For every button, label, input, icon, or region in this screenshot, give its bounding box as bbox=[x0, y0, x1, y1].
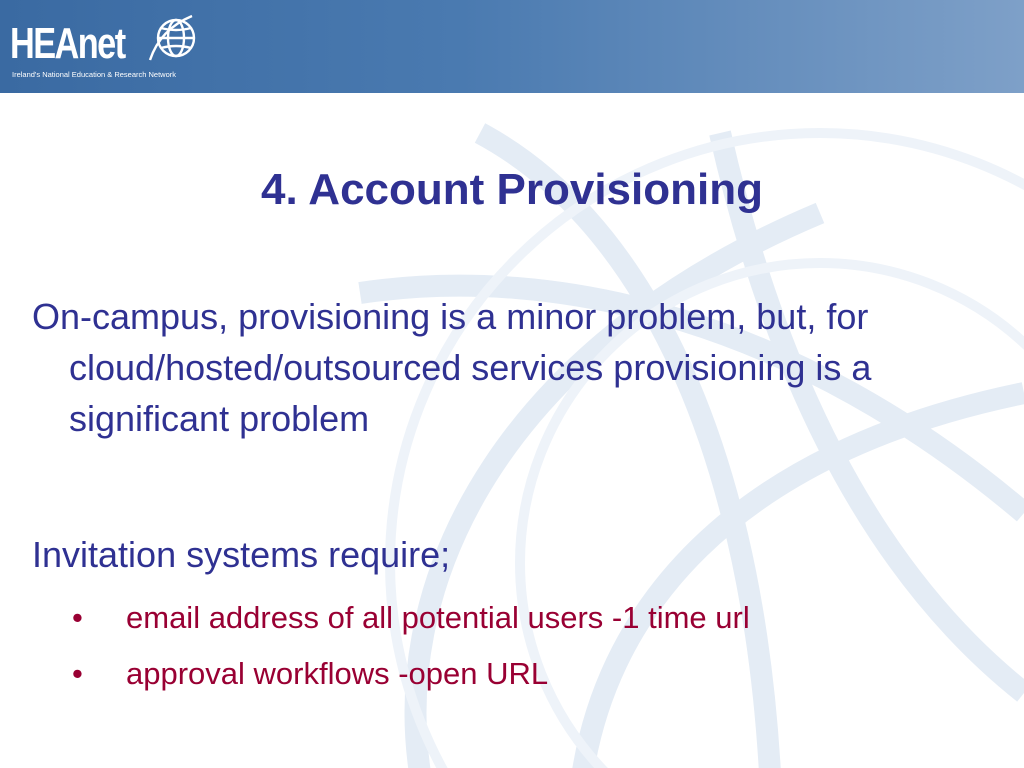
bullet-icon: • bbox=[72, 600, 83, 635]
bullet-item bbox=[72, 652, 548, 696]
paragraph-invitation: Invitation systems require; bbox=[32, 534, 451, 575]
slide-title: 4. Account Provisioning bbox=[261, 165, 763, 214]
bullet-icon: • bbox=[72, 656, 83, 691]
logo-wordmark: HEAnet bbox=[10, 19, 125, 68]
bullet-text: approval workflows -open URL bbox=[126, 656, 549, 691]
heanet-logo bbox=[10, 12, 210, 84]
paragraph-provisioning: On-campus, provisioning is a minor problem, but, for cloud/hosted/outsourced services provisioning is a significant problem bbox=[32, 296, 872, 439]
header-bar bbox=[0, 0, 1024, 93]
logo-tagline: Ireland's National Education & Research Network bbox=[12, 70, 177, 79]
bullet-text: email address of all potential users -1 time url bbox=[126, 600, 750, 635]
globe-icon bbox=[146, 12, 200, 66]
bullet-item bbox=[72, 596, 750, 640]
